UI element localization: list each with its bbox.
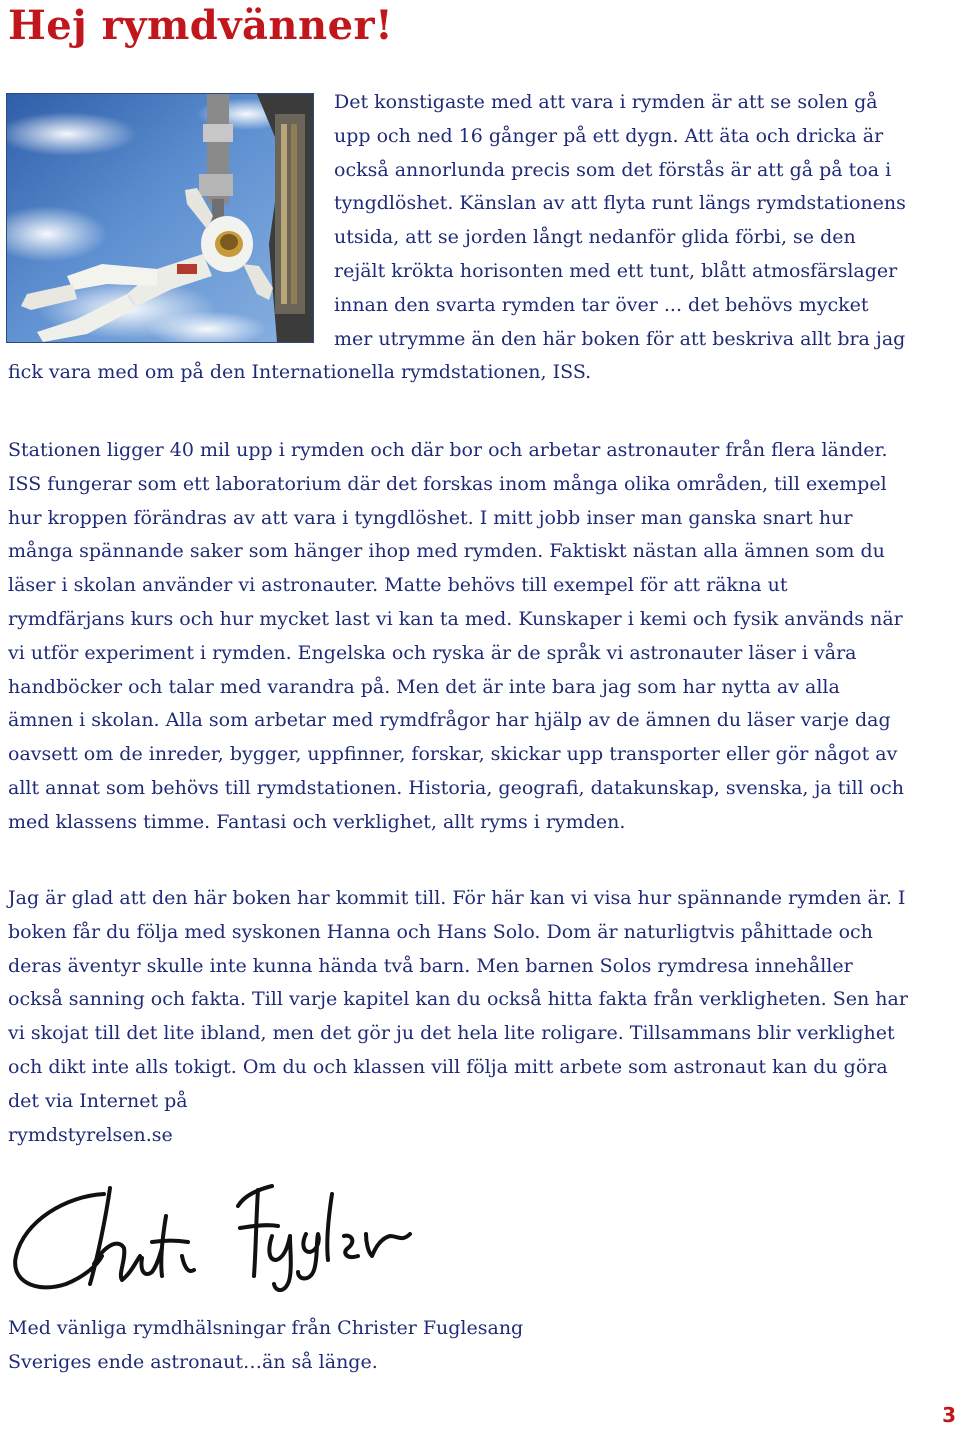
paragraph-2: Stationen ligger 40 mil upp i rymden och där bor och arbetar astronauter från flera länder. ISS fungerar som ett laboratorium där det forskas inom många olika områden, till exempel hur kroppen förändras av att vara i tyngdlöshet. I mitt jobb inser man ganska snart hur många spännande saker som hänger ihop med rymden. Faktiskt nästan alla ämnen som du läser i skolan använder vi astronauter. Matte behövs till exempel för att räkna ut rymdfärjans kurs och hur mycket last vi kan ta med. Kunskaper i kemi och fysik används när vi utför experiment i rymden. Engelska och ryska är de språk vi astronauter läser i våra handböcker och talar med varandra på. Men det är inte bara jag som har nytta av alla ämnen i skolan. Alla som arbetar med rymdfrågor har hjälp av de ämnen du läser varje dag oavsett om de inreder, bygger, uppfinner, forskar, skickar upp transporter eller gör något av allt annat som behövs till rymdstationen. Historia, geografi, datakunskap, svenska, ja till och med klassens timme. Fantasi och verklighet, allt ryms i rymden.: [8, 439, 904, 833]
closing: [8, 1312, 523, 1380]
rymdstyrelsen-link[interactable]: rymdstyrelsen.se: [8, 1123, 173, 1146]
signature-icon: [6, 1176, 416, 1301]
book-paragraph: [8, 882, 908, 1152]
page-number: 3: [942, 1403, 956, 1427]
paragraph-1: Det konstigaste med att vara i rymden är att se solen gå upp och ned 16 gånger på ett dygn. Att äta och dricka är också annorlunda precis som det förstås är att gå på toa i tyngdlöshet. Känslan av att flyta runt längs rymdstationens utsida, att se jorden långt nedanför glida förbi, se den rejält krökta horisonten med ett tunt, blått atmosfärslager innan den svarta rymden tar över ... det behövs mycket mer utrymme än den här boken för att beskriva allt bra jag fick vara med om på den Internationella rymdstationen, ISS.: [8, 91, 906, 384]
page-title: Hej rymdvänner!: [8, 2, 394, 49]
photo-float-spacer: [8, 86, 334, 340]
closing-line-2: Sveriges ende astronaut…än så länge.: [8, 1350, 378, 1373]
paragraph-3-text: Jag är glad att den här boken har kommit till. För här kan vi visa hur spännande rymden är. I boken får du följa med syskonen Hanna och Hans Solo. Dom är naturligtvis påhittade och deras äventyr skulle inte kunna hända två barn. Men barnen Solos rymdresa innehåller också sanning och fakta. Till varje kapitel kan du också hitta fakta från verkligheten. Sen har vi skojat till det lite ibland, men det gör ju det hela lite roligare. Tillsammans blir verklighet och dikt inte alls tokigt. Om du och klassen vill följa mitt arbete som astronaut kan du göra det via Internet på: [8, 887, 908, 1112]
iss-paragraph: [8, 434, 908, 840]
closing-line-1: Med vänliga rymdhälsningar från Christer Fuglesang: [8, 1317, 524, 1339]
paragraph-3: [8, 882, 908, 1152]
intro-paragraph: [8, 86, 908, 390]
handwritten-signature-icon: [6, 1176, 416, 1301]
